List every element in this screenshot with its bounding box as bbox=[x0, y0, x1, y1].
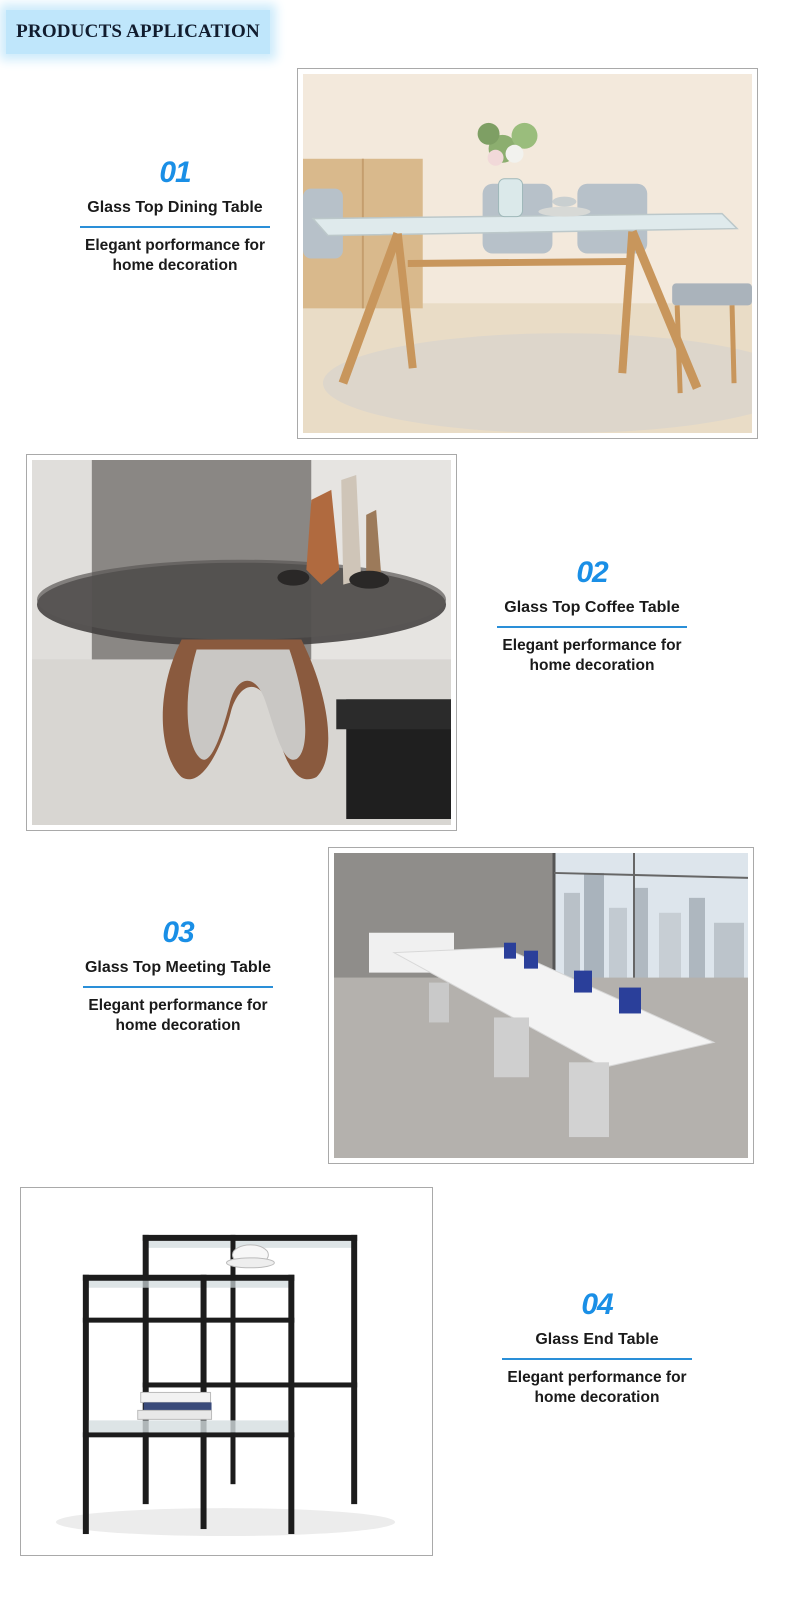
item-desc-line1: Elegant performance for bbox=[502, 637, 682, 654]
divider bbox=[83, 986, 273, 988]
item-desc-line2: home decoration bbox=[115, 1017, 241, 1034]
dining-table-photo bbox=[297, 68, 758, 439]
item-02-text bbox=[487, 556, 697, 676]
item-title: Glass Top Dining Table bbox=[87, 199, 263, 216]
item-number: 02 bbox=[576, 556, 608, 589]
item-01-text bbox=[70, 156, 280, 276]
divider bbox=[80, 226, 270, 228]
item-number: 03 bbox=[162, 916, 194, 949]
section-title: PRODUCTS APPLICATION bbox=[16, 21, 260, 42]
divider bbox=[502, 1358, 692, 1360]
item-desc-line2: home decoration bbox=[534, 1389, 660, 1406]
meeting-table-photo bbox=[328, 847, 754, 1164]
item-desc-line1: Elegant performance for bbox=[507, 1369, 687, 1386]
item-title: Glass Top Coffee Table bbox=[504, 599, 680, 616]
divider bbox=[497, 626, 687, 628]
item-04-text bbox=[492, 1288, 702, 1408]
item-desc-line1: Elegant performance for bbox=[88, 997, 268, 1014]
end-table-photo bbox=[20, 1187, 433, 1556]
item-desc-line1: Elegant porformance for bbox=[85, 237, 265, 254]
item-desc-line2: home decoration bbox=[529, 657, 655, 674]
item-title: Glass Top Meeting Table bbox=[84, 959, 272, 976]
item-number: 01 bbox=[159, 156, 191, 189]
section-header bbox=[6, 10, 270, 54]
item-03-text bbox=[73, 916, 283, 1036]
item-number: 04 bbox=[581, 1288, 613, 1321]
coffee-table-photo bbox=[26, 454, 457, 831]
item-desc-line2: home decoration bbox=[112, 257, 238, 274]
item-title: Glass End Table bbox=[535, 1331, 659, 1348]
